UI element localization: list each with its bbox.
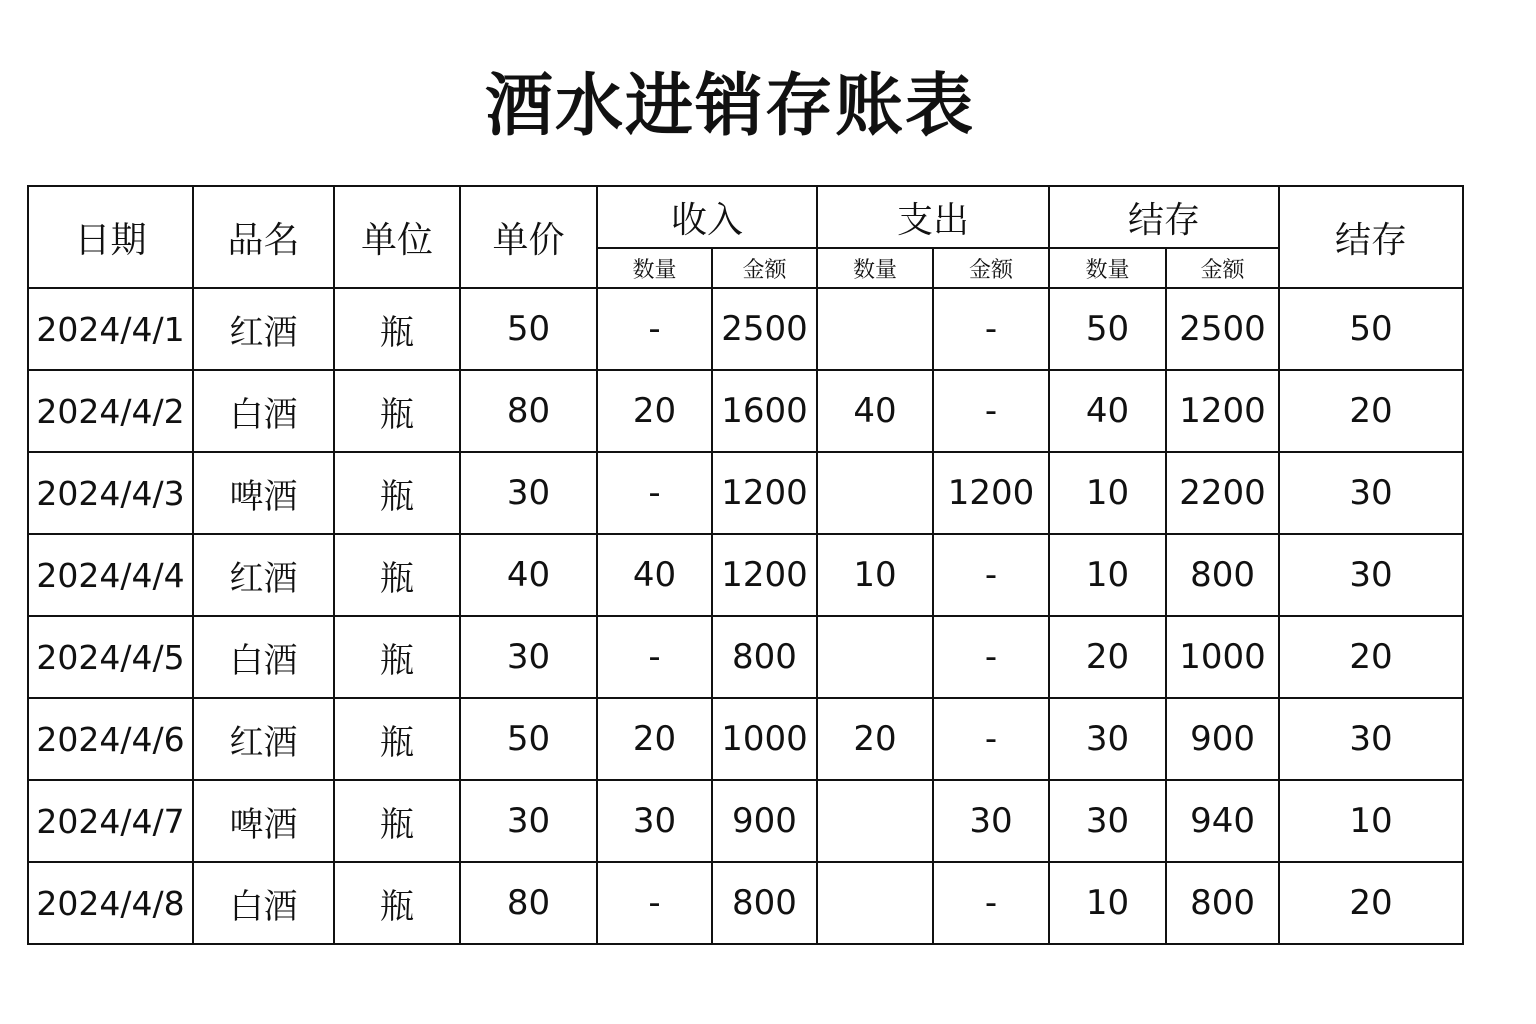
table-row: [28, 452, 1463, 534]
cell-name: 白酒: [193, 370, 334, 452]
page-title: 酒水进销存账表: [484, 67, 975, 146]
cell-name: 红酒: [193, 534, 334, 616]
cell-income-qty: -: [597, 452, 712, 534]
header-row-main: [28, 186, 1463, 248]
table-row: [28, 698, 1463, 780]
header-balance-qty: 数量: [1049, 248, 1166, 288]
cell-price: 80: [460, 862, 597, 944]
cell-expense-qty: [817, 452, 933, 534]
table-row: [28, 370, 1463, 452]
cell-stock: 10: [1279, 780, 1463, 862]
cell-name: 白酒: [193, 616, 334, 698]
cell-balance-amount: 1000: [1166, 616, 1279, 698]
table-row: [28, 862, 1463, 944]
cell-expense-qty: [817, 616, 933, 698]
cell-expense-amount: 30: [933, 780, 1049, 862]
cell-name: 啤酒: [193, 452, 334, 534]
cell-income-qty: -: [597, 288, 712, 370]
table-row: [28, 780, 1463, 862]
header-balance-amount: 金额: [1166, 248, 1279, 288]
cell-income-amount: 1200: [712, 452, 817, 534]
cell-unit: 瓶: [334, 452, 460, 534]
table-body: [28, 288, 1463, 944]
cell-stock: 20: [1279, 616, 1463, 698]
cell-stock: 20: [1279, 862, 1463, 944]
cell-income-qty: 40: [597, 534, 712, 616]
table-row: [28, 288, 1463, 370]
cell-unit: 瓶: [334, 370, 460, 452]
cell-balance-qty: 20: [1049, 616, 1166, 698]
header-date: 日期: [28, 186, 193, 288]
cell-date: 2024/4/1: [28, 288, 193, 370]
cell-balance-qty: 10: [1049, 534, 1166, 616]
cell-balance-qty: 10: [1049, 452, 1166, 534]
table-row: [28, 616, 1463, 698]
cell-name: 红酒: [193, 698, 334, 780]
cell-expense-amount: -: [933, 616, 1049, 698]
cell-balance-qty: 50: [1049, 288, 1166, 370]
cell-expense-qty: [817, 780, 933, 862]
cell-income-amount: 1600: [712, 370, 817, 452]
cell-balance-amount: 940: [1166, 780, 1279, 862]
header-income-qty: 数量: [597, 248, 712, 288]
cell-income-amount: 800: [712, 616, 817, 698]
cell-unit: 瓶: [334, 534, 460, 616]
cell-date: 2024/4/5: [28, 616, 193, 698]
cell-unit: 瓶: [334, 288, 460, 370]
cell-price: 30: [460, 452, 597, 534]
cell-name: 白酒: [193, 862, 334, 944]
header-income-amount: 金额: [712, 248, 817, 288]
cell-expense-amount: -: [933, 534, 1049, 616]
cell-balance-amount: 2200: [1166, 452, 1279, 534]
cell-balance-amount: 2500: [1166, 288, 1279, 370]
cell-stock: 50: [1279, 288, 1463, 370]
cell-price: 50: [460, 698, 597, 780]
cell-expense-qty: [817, 862, 933, 944]
table-header: [28, 186, 1463, 288]
cell-income-qty: 20: [597, 698, 712, 780]
cell-balance-qty: 10: [1049, 862, 1166, 944]
cell-name: 红酒: [193, 288, 334, 370]
cell-income-qty: 30: [597, 780, 712, 862]
header-unit: 单位: [334, 186, 460, 288]
cell-unit: 瓶: [334, 616, 460, 698]
cell-balance-qty: 30: [1049, 698, 1166, 780]
header-name: 品名: [193, 186, 334, 288]
header-expense-qty: 数量: [817, 248, 933, 288]
cell-date: 2024/4/3: [28, 452, 193, 534]
cell-balance-amount: 800: [1166, 862, 1279, 944]
cell-income-amount: 900: [712, 780, 817, 862]
cell-stock: 30: [1279, 452, 1463, 534]
cell-date: 2024/4/7: [28, 780, 193, 862]
cell-date: 2024/4/2: [28, 370, 193, 452]
cell-unit: 瓶: [334, 862, 460, 944]
cell-income-amount: 1000: [712, 698, 817, 780]
cell-income-amount: 800: [712, 862, 817, 944]
cell-balance-amount: 1200: [1166, 370, 1279, 452]
cell-price: 30: [460, 780, 597, 862]
cell-expense-qty: 20: [817, 698, 933, 780]
cell-unit: 瓶: [334, 698, 460, 780]
cell-balance-amount: 900: [1166, 698, 1279, 780]
cell-income-qty: -: [597, 616, 712, 698]
cell-date: 2024/4/8: [28, 862, 193, 944]
cell-expense-qty: 10: [817, 534, 933, 616]
cell-income-qty: -: [597, 862, 712, 944]
cell-price: 30: [460, 616, 597, 698]
ledger-table: [27, 185, 1464, 945]
header-price: 单价: [460, 186, 597, 288]
cell-expense-amount: -: [933, 288, 1049, 370]
header-stock: 结存: [1279, 186, 1463, 288]
cell-income-qty: 20: [597, 370, 712, 452]
cell-price: 40: [460, 534, 597, 616]
cell-balance-qty: 30: [1049, 780, 1166, 862]
cell-expense-amount: -: [933, 698, 1049, 780]
cell-balance-amount: 800: [1166, 534, 1279, 616]
cell-stock: 20: [1279, 370, 1463, 452]
cell-expense-amount: 1200: [933, 452, 1049, 534]
cell-income-amount: 2500: [712, 288, 817, 370]
cell-date: 2024/4/4: [28, 534, 193, 616]
cell-price: 50: [460, 288, 597, 370]
cell-name: 啤酒: [193, 780, 334, 862]
cell-stock: 30: [1279, 534, 1463, 616]
cell-date: 2024/4/6: [28, 698, 193, 780]
header-expense-amount: 金额: [933, 248, 1049, 288]
cell-price: 80: [460, 370, 597, 452]
cell-stock: 30: [1279, 698, 1463, 780]
header-balance: 结存: [1049, 186, 1279, 248]
cell-expense-qty: 40: [817, 370, 933, 452]
cell-expense-amount: -: [933, 862, 1049, 944]
cell-expense-qty: [817, 288, 933, 370]
cell-unit: 瓶: [334, 780, 460, 862]
cell-income-amount: 1200: [712, 534, 817, 616]
cell-expense-amount: -: [933, 370, 1049, 452]
header-expense: 支出: [817, 186, 1049, 248]
table-row: [28, 534, 1463, 616]
header-income: 收入: [597, 186, 817, 248]
cell-balance-qty: 40: [1049, 370, 1166, 452]
